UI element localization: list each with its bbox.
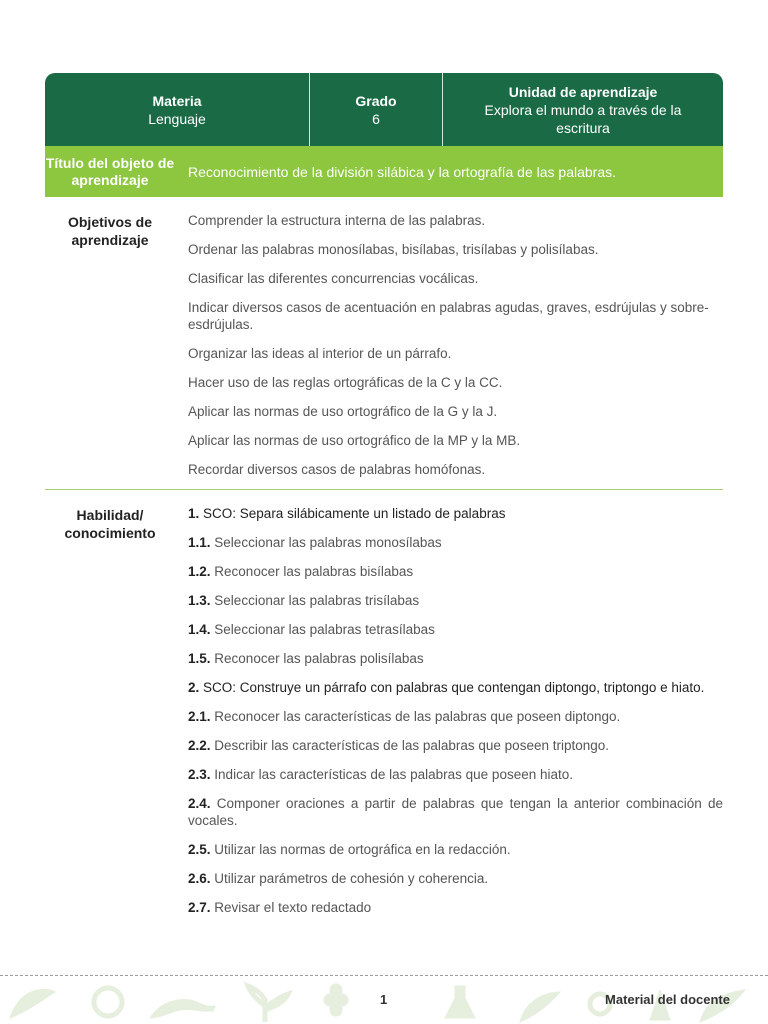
sun-icon xyxy=(94,988,122,1016)
leaf-icon xyxy=(10,989,55,1018)
habilidad-item-number: 2.2. xyxy=(188,738,211,753)
objetivo-item: Comprender la estructura interna de las palabras. xyxy=(188,213,486,228)
habilidad-item-text: Describir las características de las palabras que poseen triptongo. xyxy=(214,738,610,753)
grado-label: Grado xyxy=(355,92,397,109)
habilidad-label: Habilidad/ conocimiento xyxy=(64,507,156,541)
habilidad-item xyxy=(188,870,723,887)
footer-divider xyxy=(0,975,768,976)
habilidad-item xyxy=(188,795,723,829)
habilidad-item-text: Utilizar las normas de ortográfica en la redacción. xyxy=(214,842,511,857)
materia-value: Lenguaje xyxy=(148,110,206,127)
habilidad-item-number: 2.7. xyxy=(188,900,211,915)
materia-cell xyxy=(45,73,310,146)
header-band xyxy=(45,73,723,146)
habilidad-item-number: 2.3. xyxy=(188,767,211,782)
habilidad-item xyxy=(188,766,723,783)
objetivo-item: Recordar diversos casos de palabras homófonas. xyxy=(188,462,486,477)
unidad-label: Unidad de aprendizaje xyxy=(508,83,658,100)
habilidad-item-text: Reconocer las características de las palabras que poseen diptongo. xyxy=(214,709,621,724)
habilidad-item xyxy=(188,737,723,754)
habilidad-list xyxy=(175,505,723,928)
habilidad-item-number: 1.3. xyxy=(188,593,211,608)
habilidad-item-number: 2. xyxy=(188,680,200,695)
habilidad-item-number: 1. xyxy=(188,506,200,521)
habilidad-item-text: Reconocer las palabras polisílabas xyxy=(214,651,424,666)
lizard-icon xyxy=(150,1000,215,1018)
habilidad-item-text: Seleccionar las palabras tetrasílabas xyxy=(214,622,435,637)
habilidad-item-text: Seleccionar las palabras trisílabas xyxy=(214,593,420,608)
objetivos-label: Objetivos de aprendizaje xyxy=(67,214,153,248)
habilidad-item xyxy=(188,534,723,551)
objetivo-item: Clasificar las diferentes concurrencias vocálicas. xyxy=(188,271,479,286)
objetivo-item: Indicar diversos casos de acentuación en palabras agudas, graves, esdrújulas y sobre-esdrújulas. xyxy=(188,300,709,332)
objetivo-item: Aplicar las normas de uso ortográfico de la G y la J. xyxy=(188,404,498,419)
habilidad-item-text: Componer oraciones a partir de palabras que tengan la anterior combinación de vocales. xyxy=(188,796,723,828)
objetivo-item: Aplicar las normas de uso ortográfico de la MP y la MB. xyxy=(188,433,521,448)
habilidad-item-text: SCO: Separa silábicamente un listado de palabras xyxy=(203,506,506,521)
objetivos-row xyxy=(45,197,723,490)
habilidad-item xyxy=(188,841,723,858)
habilidad-item-text: Indicar las características de las palabras que poseen hiato. xyxy=(214,767,574,782)
habilidad-item xyxy=(188,679,723,696)
unidad-value: Explora el mundo a través de la escritura xyxy=(484,101,682,136)
habilidad-item-number: 2.6. xyxy=(188,871,211,886)
unidad-cell xyxy=(443,73,723,146)
habilidad-item-text: Reconocer las palabras bisílabas xyxy=(214,564,414,579)
objetivo-item: Ordenar las palabras monosílabas, bisílabas, trisílabas y polisílabas. xyxy=(188,242,599,257)
habilidad-item-text: Seleccionar las palabras monosílabas xyxy=(214,535,442,550)
objetivos-list xyxy=(175,212,723,478)
habilidad-item-number: 1.2. xyxy=(188,564,211,579)
grado-cell xyxy=(310,73,443,146)
flower-icon xyxy=(324,984,348,1016)
grado-value: 6 xyxy=(372,110,380,127)
habilidad-item-number: 1.4. xyxy=(188,622,211,637)
title-row-value: Reconocimiento de la división silábica y la ortografía de las palabras. xyxy=(188,163,617,180)
habilidad-item xyxy=(188,899,723,916)
page-number: 1 xyxy=(380,992,388,1007)
flask-icon xyxy=(445,986,475,1018)
materia-label: Materia xyxy=(152,92,202,109)
habilidad-row xyxy=(45,490,723,928)
habilidad-item-text: SCO: Construye un párrafo con palabras que contengan diptongo, triptongo e hiato. xyxy=(203,680,705,695)
learning-object-table xyxy=(45,73,723,928)
habilidad-item-number: 2.4. xyxy=(188,796,211,811)
habilidad-item-number: 2.1. xyxy=(188,709,211,724)
habilidad-item-text: Revisar el texto redactado xyxy=(214,900,372,915)
footer-label: Material del docente xyxy=(605,992,730,1007)
objetivo-item: Hacer uso de las reglas ortográficas de la C y la CC. xyxy=(188,375,503,390)
objetivo-item: Organizar las ideas al interior de un párrafo. xyxy=(188,346,452,361)
title-band xyxy=(45,146,723,197)
habilidad-item xyxy=(188,505,723,522)
habilidad-item-number: 2.5. xyxy=(188,842,211,857)
title-row-label: Título del objeto de aprendizaje xyxy=(45,154,175,188)
habilidad-item-number: 1.1. xyxy=(188,535,211,550)
habilidad-item-text: Utilizar parámetros de cohesión y coherencia. xyxy=(214,871,489,886)
habilidad-item xyxy=(188,621,723,638)
habilidad-item-number: 1.5. xyxy=(188,651,211,666)
habilidad-item xyxy=(188,708,723,725)
habilidad-item xyxy=(188,563,723,580)
habilidad-item xyxy=(188,592,723,609)
plant-icon xyxy=(248,986,288,1022)
habilidad-item xyxy=(188,650,723,667)
